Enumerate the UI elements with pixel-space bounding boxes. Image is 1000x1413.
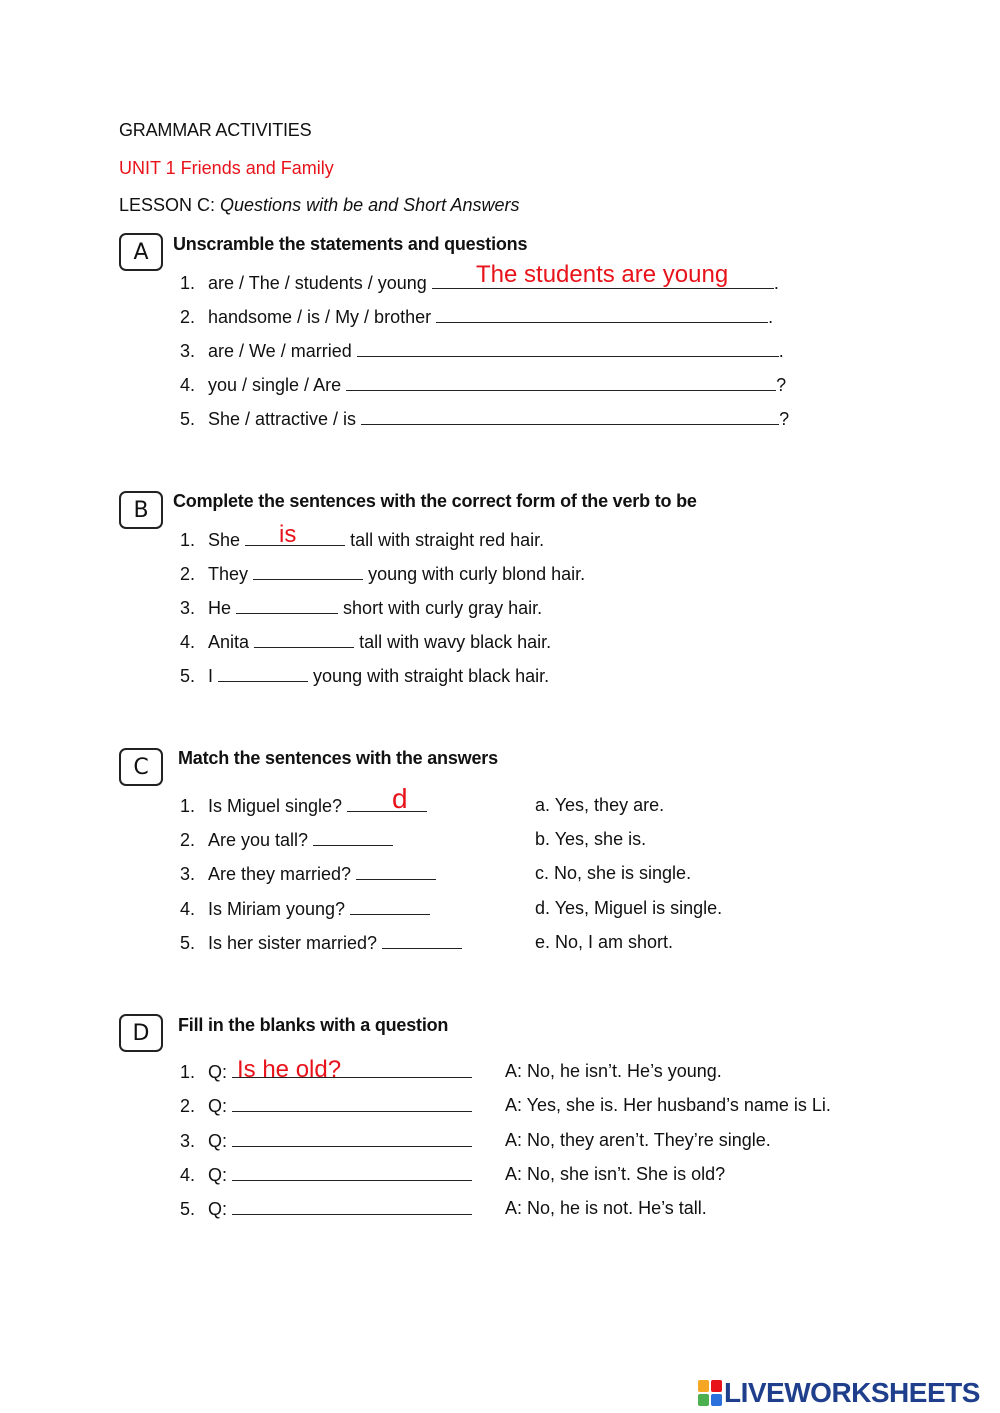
section-a-badge: A [119, 233, 163, 271]
section-d-item-3: 3. Q: [180, 1130, 472, 1152]
answer-blank-b5[interactable] [218, 665, 308, 682]
answer-text-d3: A: No, they aren’t. They’re single. [505, 1130, 771, 1150]
answer-c1[interactable]: d [392, 783, 408, 814]
section-a-instruction: Unscramble the statements and questions [173, 234, 528, 254]
match-option-c: c. No, she is single. [535, 863, 692, 883]
section-a-item-5: 5. She / attractive / is ? [180, 409, 790, 429]
answer-blank-d2[interactable] [232, 1095, 472, 1112]
section-c-badge: C [119, 748, 163, 786]
answer-blank-b2[interactable] [253, 563, 363, 580]
section-c-item-5: 5. Is her sister married? [180, 932, 462, 954]
section-c-item-3: 3. Are they married? [180, 863, 436, 885]
section-c-instruction: Match the sentences with the answers [178, 748, 498, 768]
answer-blank-b3[interactable] [236, 597, 338, 614]
section-b-item-3: 3. He short with curly gray hair. [180, 598, 543, 618]
section-c-item-4: 4. Is Miriam young? [180, 898, 430, 920]
answer-blank-c5[interactable] [382, 932, 462, 949]
answer-blank-c4[interactable] [350, 898, 430, 915]
answer-b1[interactable]: is [279, 521, 297, 548]
answer-blank-a2[interactable] [436, 306, 768, 323]
logo-tile-4 [711, 1394, 722, 1406]
section-d-item-1: 1. Q: [180, 1061, 472, 1083]
answer-text-d5: A: No, he is not. He’s tall. [505, 1198, 707, 1218]
answer-d1[interactable]: Is he old? [237, 1056, 342, 1083]
section-b-badge: B [119, 491, 163, 529]
answer-blank-a5[interactable] [361, 408, 779, 425]
answer-blank-d3[interactable] [232, 1130, 472, 1147]
logo-tile-1 [698, 1380, 709, 1392]
section-b-instruction: Complete the sentences with the correct form of the verb to be [173, 491, 697, 511]
answer-blank-c1[interactable] [347, 795, 427, 812]
section-b-item-1: 1. She tall with straight red hair. [180, 530, 545, 550]
logo-mark-icon [698, 1380, 722, 1406]
liveworksheets-logo[interactable] [698, 1377, 980, 1409]
section-d-badge: D [119, 1014, 163, 1052]
answer-blank-a4[interactable] [346, 374, 776, 391]
logo-tile-2 [711, 1380, 722, 1392]
lesson-title [119, 195, 520, 216]
match-option-a: a. Yes, they are. [535, 795, 665, 815]
section-a-item-2: 2. handsome / is / My / brother . [180, 307, 774, 327]
section-d-instruction: Fill in the blanks with a question [178, 1015, 449, 1035]
answer-text-d1: A: No, he isn’t. He’s young. [505, 1061, 722, 1081]
section-c-item-2: 2. Are you tall? [180, 829, 393, 851]
lesson-subtitle: Questions with be and Short Answers [220, 195, 520, 215]
answer-blank-c3[interactable] [356, 863, 436, 880]
section-a-item-1: 1. are / The / students / young . [180, 273, 779, 293]
answer-blank-d4[interactable] [232, 1164, 472, 1181]
answer-blank-c2[interactable] [313, 829, 393, 846]
logo-tile-3 [698, 1394, 709, 1406]
worksheet-title: GRAMMAR ACTIVITIES [119, 120, 312, 140]
section-b-item-4: 4. Anita tall with wavy black hair. [180, 632, 552, 652]
match-option-d: d. Yes, Miguel is single. [535, 898, 723, 918]
logo-text: LIVEWORKSHEETS [724, 1377, 980, 1408]
answer-blank-a3[interactable] [357, 340, 779, 357]
match-option-e: e. No, I am short. [535, 932, 674, 952]
section-d-item-4: 4. Q: [180, 1164, 472, 1186]
section-a-item-4: 4. you / single / Are ? [180, 375, 787, 395]
match-option-b: b. Yes, she is. [535, 829, 647, 849]
answer-text-d4: A: No, she isn’t. She is old? [505, 1164, 726, 1184]
answer-text-d2: A: Yes, she is. Her husband’s name is Li. [505, 1095, 831, 1115]
section-b-item-5: 5. I young with straight black hair. [180, 666, 550, 686]
section-c-item-1: 1. Is Miguel single? [180, 795, 427, 817]
answer-a1[interactable]: The students are young [476, 261, 729, 288]
answer-blank-b4[interactable] [254, 631, 354, 648]
section-a-item-3: 3. are / We / married . [180, 341, 784, 361]
lesson-prefix: LESSON C: [119, 195, 221, 215]
answer-blank-d5[interactable] [232, 1198, 472, 1215]
unit-title: UNIT 1 Friends and Family [119, 158, 334, 178]
section-d-item-2: 2. Q: [180, 1095, 472, 1117]
section-d-item-5: 5. Q: [180, 1198, 472, 1220]
section-b-item-2: 2. They young with curly blond hair. [180, 564, 586, 584]
